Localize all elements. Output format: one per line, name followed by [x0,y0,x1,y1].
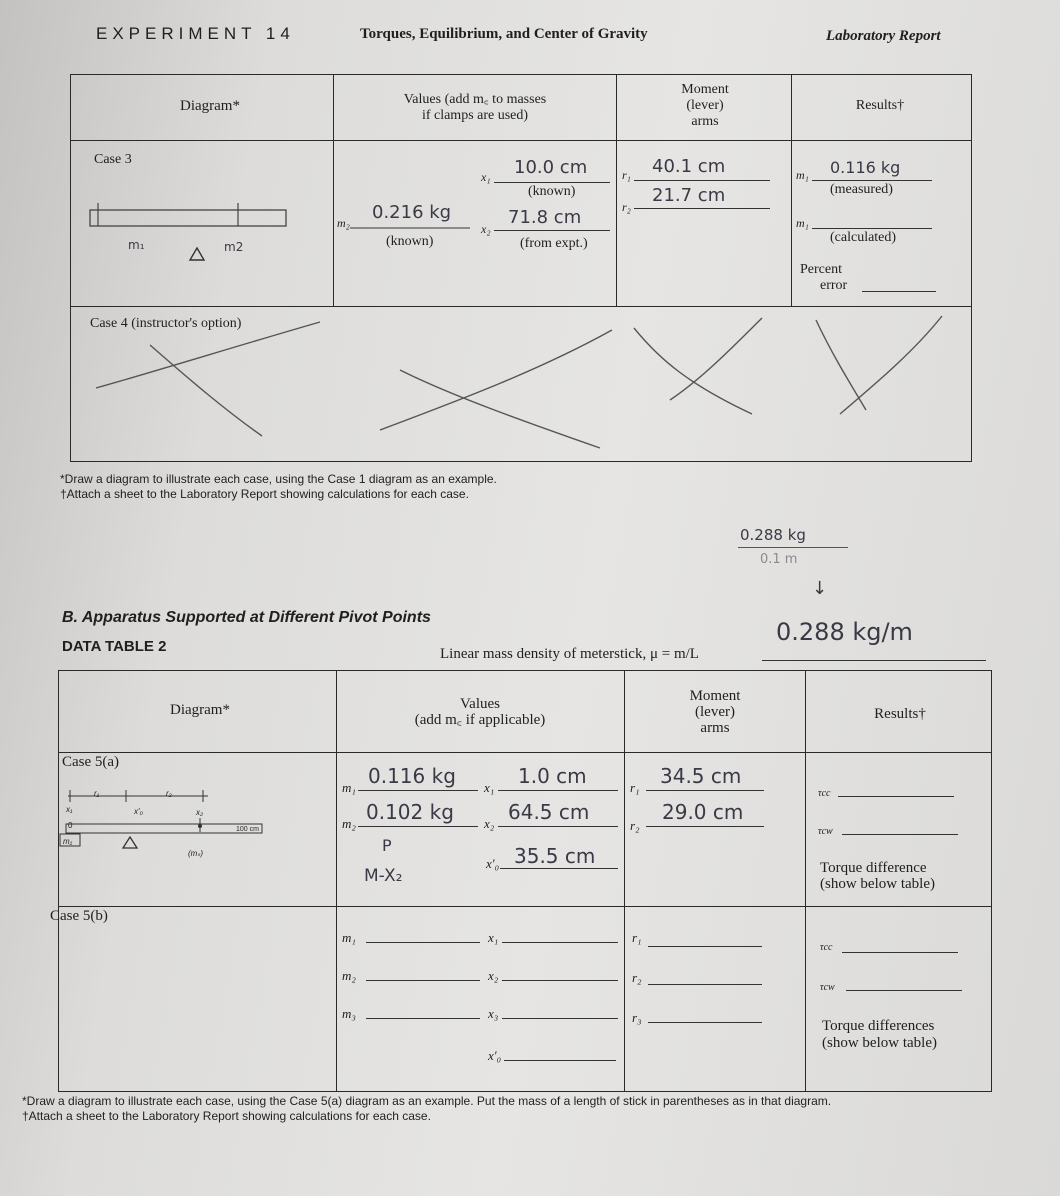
case3-m1-measured-note: (measured) [830,182,893,197]
case5b-m3-label: m₃ [342,1006,356,1021]
case3-m1-calculated-note: (calculated) [830,230,897,245]
t1-header-values: Values (add m꜀ to masses if clamps are used) [403,92,547,123]
case5b-tcc-label: τcc [820,942,833,953]
case5a-diagram-m1: m₁ [63,837,73,846]
case5b-label: Case 5(b) [50,908,108,924]
case3-r2-value: 21.7 cm [652,185,726,206]
case3-m2-value: 0.216 kg [372,202,452,223]
case5a-diagram-100cm: 100 cm [236,826,259,833]
margin-calc-arrow: ↓ [812,578,828,599]
case5a-diagram-x0: x′₀ [134,807,143,816]
case5a-m1-value: 0.116 kg [368,764,456,788]
case3-x1-label: x₁ [481,170,491,184]
case5b-r3-label: r₃ [632,1010,642,1025]
t1-header-diagram: Diagram* [180,98,240,114]
case5a-x2-value: 64.5 cm [508,800,590,824]
case5b-r1-label: r₁ [632,930,642,945]
t1-header-moment: Moment (lever) arms [681,82,729,129]
margin-calc-denominator: 0.1 m [760,552,798,567]
experiment-title: Torques, Equilibrium, and Center of Gravity [360,26,648,42]
linear-mass-density-label: Linear mass density of meterstick, μ = m/L [440,646,699,662]
case5a-r1-value: 34.5 cm [660,764,742,788]
t2-header-results: Results† [874,706,926,722]
case5a-r1-label: r₁ [630,780,640,795]
case3-r1-value: 40.1 cm [652,156,726,177]
case3-x2-value: 71.8 cm [508,207,582,228]
case3-diagram-m1: m₁ [128,238,145,252]
case3-m1-measured-label: m₁ [796,168,809,182]
margin-calc-result: 0.288 kg/m [776,618,913,646]
section-b-title: B. Apparatus Supported at Different Pivot Points [62,609,431,626]
case5b-tcw-label: τcw [820,982,835,993]
case5b-m2-label: m₂ [342,968,356,983]
t2-header-values: Values (add m꜀ if applicable) [414,696,546,728]
case3-m1-calculated-label: m₁ [796,216,809,230]
case5a-diagram-x1: x₁ [66,805,73,814]
case5b-m1-label: m₁ [342,930,356,945]
case3-x2-note: (from expt.) [520,236,588,251]
case5a-label: Case 5(a) [62,754,120,770]
report-label: Laboratory Report [826,28,941,44]
case5a-diagram-r1: r₁ [94,789,100,798]
case5a-diagram-zero: 0 [68,821,73,830]
case5a-tcc-label: τcc [818,788,831,799]
case3-m2-label: m₂ [337,216,350,230]
data-table-2-label: DATA TABLE 2 [62,638,167,655]
case5b-x0-label: x′₀ [488,1048,502,1063]
case5a-torque-difference: Torque difference (show below table) [820,860,935,892]
t1-header-results: Results† [855,98,905,113]
case5b-r2-label: r₂ [632,970,642,985]
case5a-r2-label: r₂ [630,818,640,833]
t2-header-moment: Moment (lever) arms [689,688,741,736]
case4-label: Case 4 (instructor's option) [90,316,242,331]
case3-m2-note: (known) [386,234,434,249]
case5a-m2-label: m₂ [342,816,356,831]
case5b-x3-label: x₃ [488,1006,499,1021]
case3-x1-note: (known) [528,184,576,199]
experiment-number: EXPERIMENT 14 [96,24,295,43]
case5a-mark-p: P [382,836,392,855]
case5a-mark-m-x2: M-X₂ [364,866,403,886]
case3-diagram-m2: m2 [224,240,244,254]
case5a-x0-label: x′₀ [486,856,500,871]
case3-m1-measured-value: 0.116 kg [830,158,901,177]
case5a-x1-label: x₁ [484,780,495,795]
table2-footnotes: *Draw a diagram to illustrate each case, using the Case 5(a) diagram as an example. Put the mass of a length of stick in parentheses as in that diagram. †Attach a sheet to the Laboratory Report showing calculations for each case. [22,1094,832,1123]
case5b-x2-label: x₂ [488,968,499,983]
case3-r1-label: r₁ [622,168,631,182]
case3-label: Case 3 [94,152,132,167]
case5b-x1-label: x₁ [488,930,499,945]
margin-calc-numerator: 0.288 kg [740,526,806,544]
case3-percent-error: Percent error [800,262,848,293]
case5a-m2-value: 0.102 kg [366,800,454,824]
case5a-x2-label: x₂ [484,816,495,831]
case3-r2-label: r₂ [622,200,631,214]
table1-footnotes: *Draw a diagram to illustrate each case, using the Case 1 diagram as an example. †Attach a sheet to the Laboratory Report showing calculations for each case. [60,472,497,501]
case5a-diagram-x2: x₂ [196,808,204,817]
case5b-torque-differences: Torque differences (show below table) [822,1018,937,1051]
case5a-r2-value: 29.0 cm [662,800,744,824]
case3-x1-value: 10.0 cm [514,157,588,178]
case5a-m1-label: m₁ [342,780,356,795]
case5a-x0-value: 35.5 cm [514,844,596,868]
case5a-tcw-label: τcw [818,826,833,837]
case5a-diagram-stick-mass: (mₛ) [188,849,203,858]
t2-header-diagram: Diagram* [170,702,230,718]
case5a-diagram-r2: r₂ [166,789,172,798]
case3-x2-label: x₂ [481,222,491,236]
case5a-x1-value: 1.0 cm [518,764,587,788]
